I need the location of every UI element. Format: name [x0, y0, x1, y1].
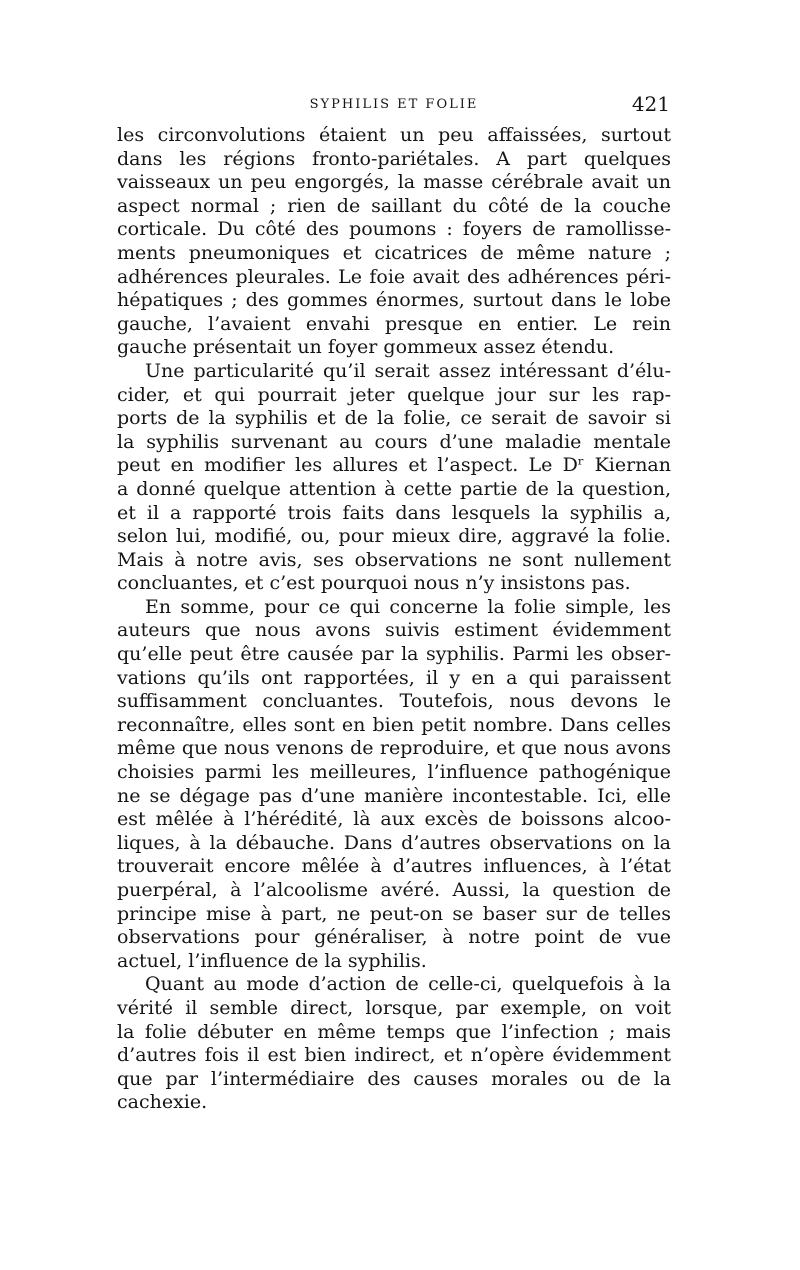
text-line: actuel, l’influence de la syphilis. — [117, 949, 427, 972]
text-line: qu’elle peut être causée par la syphilis. Parmi les obser- — [117, 643, 671, 666]
text-line: observations pour généraliser, à notre point de vue — [117, 926, 671, 949]
text-line: adhérences pleurales. Le foie avait des adhérences péri- — [117, 265, 671, 288]
text-line: En somme, pour ce qui concerne la folie simple, les — [145, 595, 671, 618]
text-line: vaisseaux un peu engorgés, la masse cérébrale avait un — [117, 171, 671, 194]
running-title: SYPHILIS ET FOLIE — [309, 97, 479, 112]
text-line: est mêlée à l’hérédité, là aux excès de boissons alcoo- — [117, 808, 671, 831]
text-line: d’autres fois il est bien indirect, et n’opère évidemment — [117, 1044, 671, 1067]
text-line: dans les régions fronto-pariétales. A part quelques — [117, 147, 671, 170]
text-line: gauche présentait un foyer gommeux assez étendu. — [117, 336, 615, 359]
text-line: et il a rapporté trois faits dans lesquels la syphilis a, — [117, 501, 671, 524]
text-line: vations qu’ils ont rapportées, il y en a qui paraissent — [117, 666, 671, 689]
text-line: vérité il semble direct, lorsque, par exemple, on voit — [117, 996, 671, 1019]
running-head — [118, 93, 670, 117]
text-line: aspect normal ; rien de saillant du côté de la couche — [117, 194, 671, 217]
text-line: Quant au mode d’action de celle-ci, quelquefois à la — [145, 973, 671, 996]
text-line: ne se dégage pas d’une manière incontestable. Ici, elle — [117, 784, 671, 807]
text-line: principe mise à part, ne peut-on se baser sur de telles — [117, 902, 671, 925]
text-line: reconnaître, elles sont en bien petit nombre. Dans celles — [117, 713, 671, 736]
text-line: la folie débuter en même temps que l’infection ; mais — [117, 1020, 671, 1043]
body-text — [117, 124, 671, 1115]
text-line: ports de la syphilis et de la folie, ce serait de savoir si — [117, 407, 671, 430]
text-line: puerpéral, à l’alcoolisme avéré. Aussi, la question de — [117, 879, 671, 901]
text-line: peut en modifier les allures et l’aspect. Le Dʳ Kiernan — [117, 454, 671, 477]
page-number: 421 — [631, 92, 670, 116]
text-line: choisies parmi les meilleures, l’influence pathogénique — [117, 761, 671, 784]
text-line: Une particularité qu’il serait assez intéressant d’élu- — [145, 359, 671, 382]
text-line: suffisamment concluantes. Toutefois, nous devons le — [117, 690, 671, 713]
text-line: liques, à la débauche. Dans d’autres observations on la — [117, 831, 671, 854]
text-line: les circonvolutions étaient un peu affaissées, surtout — [117, 124, 671, 146]
text-line: ments pneumoniques et cicatrices de même nature ; — [117, 241, 671, 264]
text-line: Mais à notre avis, ses observations ne sont nullement — [117, 548, 671, 571]
text-line: la syphilis survenant au cours d’une maladie mentale — [117, 430, 671, 453]
text-line: a donné quelque attention à cette partie de la question, — [117, 477, 671, 500]
text-line: corticale. Du côté des poumons : foyers de ramollisse- — [117, 218, 671, 241]
text-line: trouverait encore mêlée à d’autres influences, à l’état — [117, 855, 671, 878]
text-line: hépatiques ; des gommes énormes, surtout dans le lobe — [117, 289, 671, 312]
text-line: concluantes, et c’est pourquoi nous n’y insistons pas. — [117, 572, 631, 595]
text-line: auteurs que nous avons suivis estiment évidemment — [117, 619, 671, 642]
text-line: gauche, l’avaient envahi presque en entier. Le rein — [117, 312, 671, 335]
text-line: même que nous venons de reproduire, et que nous avons — [117, 737, 671, 760]
text-line: cachexie. — [117, 1091, 208, 1114]
text-line: cider, et qui pourrait jeter quelque jour sur les rap- — [117, 383, 671, 406]
text-line: que par l’intermédiaire des causes morales ou de la — [117, 1067, 671, 1090]
text-line: selon lui, modifié, ou, pour mieux dire, aggravé la folie. — [117, 525, 671, 548]
